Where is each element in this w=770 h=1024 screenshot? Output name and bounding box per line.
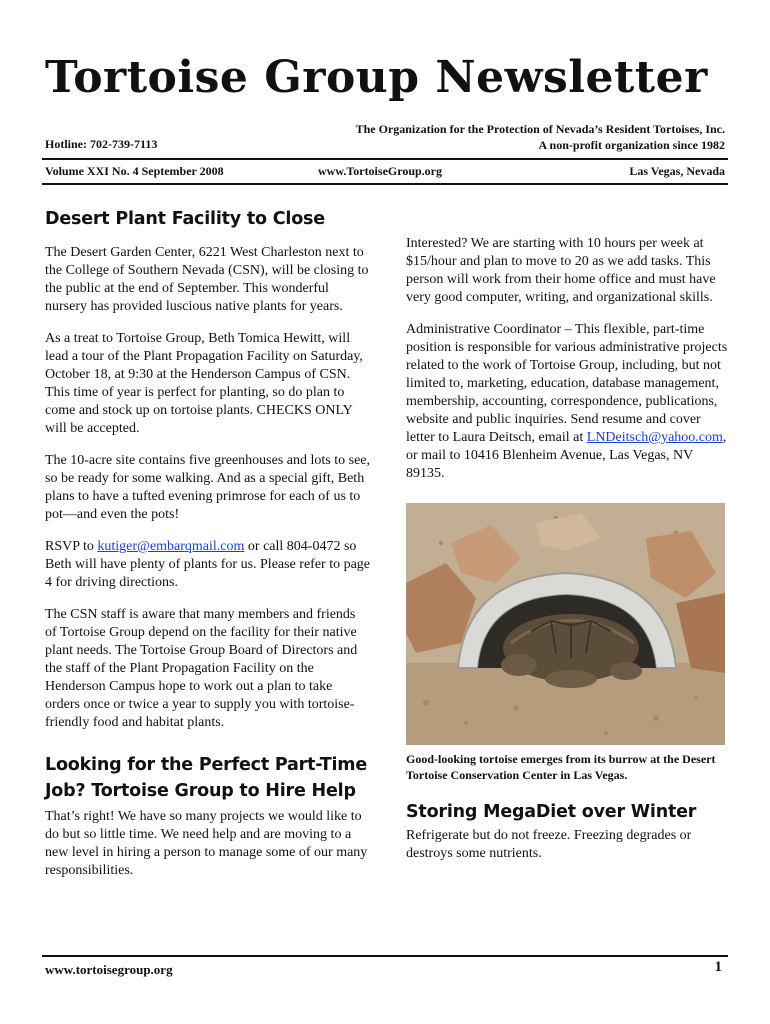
page-number: 1 [714, 959, 722, 975]
coordinator-text-after: , or mail to 10416 Blenheim Avenue, Las Vegas, NV 89135. [406, 430, 727, 481]
coordinator-email-link[interactable]: LNDeitsch@yahoo.com [586, 430, 723, 445]
rsvp-text-after: or call 804-0472 so Beth will have plenty of plants for us. Please refer to page 4 for driving directions. [45, 539, 371, 590]
header-location: Las Vegas, Nevada [629, 164, 725, 178]
tortoise-burrow-photo [406, 503, 725, 745]
footer-rule [42, 955, 728, 957]
issue-info-bar [45, 164, 725, 180]
photo-caption: Good-looking tortoise emerges from its burrow at the Desert Tortoise Conservation Center in Las Vegas. [406, 752, 716, 782]
article-headline-part-time-job: Looking for the Perfect Part-Time Job? Tortoise Group to Hire Help [45, 755, 367, 801]
org-name: The Organization for the Protection of Nevada’s Resident Tortoises, Inc. [355, 122, 725, 136]
article-paragraph-coordinator [406, 321, 728, 483]
article-paragraph: That’s right! We have so many projects we would like to do but so little time. We need help and are moving to a new level in hiring a person to manage some of our many responsibilities. [45, 809, 368, 878]
rsvp-email-link[interactable]: kutiger@embarqmail.com [97, 539, 245, 554]
header-rule-top [42, 158, 728, 160]
article-paragraph: Interested? We are starting with 10 hours per week at $15/hour and plan to move to 20 as we add tasks. This person will work from their home office and must have very good computer, writing, and organizational skills. [406, 236, 716, 305]
article-headline-plant-facility: Desert Plant Facility to Close [45, 209, 325, 229]
rsvp-text: RSVP to [45, 539, 98, 554]
article-paragraph: As a treat to Tortoise Group, Beth Tomica Hewitt, will lead a tour of the Plant Propagation Facility on Saturday, October 18, at 9:30 at the Henderson Campus of CSN. This time of year is perfect for planting, so do plan to come and stock up on tortoise plants. CHECKS ONLY will be accepted. [45, 331, 363, 436]
header-rule-bottom [42, 183, 728, 185]
article-paragraph: Refrigerate but do not freeze. Freezing degrades or destroys some nutrients. [406, 828, 692, 861]
article-paragraph-rsvp [45, 538, 370, 592]
hotline: Hotline: 702-739-7113 [45, 137, 158, 151]
newsletter-title: Tortoise Group Newsletter [45, 52, 708, 103]
article-paragraph: The 10-acre site contains five greenhouses and lots to see, so be ready for some walking. And as a special gift, Beth plans to have a tufted evening primrose for each of us to pot—and even the pots! [45, 453, 371, 522]
article-paragraph: The Desert Garden Center, 6221 West Charleston next to the College of Southern Nevada (CSN), will be closing to the public at the end of September. This wonderful nursery has provided luscious native plants for years. [45, 245, 369, 314]
issue-volume: Volume XXI No. 4 September 2008 [45, 164, 224, 178]
header-website: www.TortoiseGroup.org [318, 164, 443, 178]
coordinator-text: Administrative Coordinator – This flexible, part-time position is responsible for various administrative projects related to the work of Tortoise Group, including, but not limited to, marketing, education, database management, membership, accounting, correspondence, publications, website and public inquiries. Send resume and cover letter to Laura Deitsch, email at [406, 322, 728, 445]
footer-website: www.tortoisegroup.org [45, 962, 173, 977]
article-headline-megadiet: Storing MegaDiet over Winter [406, 802, 697, 822]
org-since: A non-profit organization since 1982 [538, 138, 725, 152]
right-column [406, 235, 728, 863]
tortoise-photo-illustration [406, 503, 725, 745]
article-paragraph: The CSN staff is aware that many members and friends of Tortoise Group depend on the facility for their native plant needs. The Tortoise Group Board of Directors and the staff of the Plant Propagation Facility on the Henderson Campus hope to work out a plan to take orders once or twice a year to supply you with tortoise-friendly food and habitat plants. [45, 607, 358, 730]
left-column [45, 206, 370, 880]
organization-block [356, 121, 725, 153]
